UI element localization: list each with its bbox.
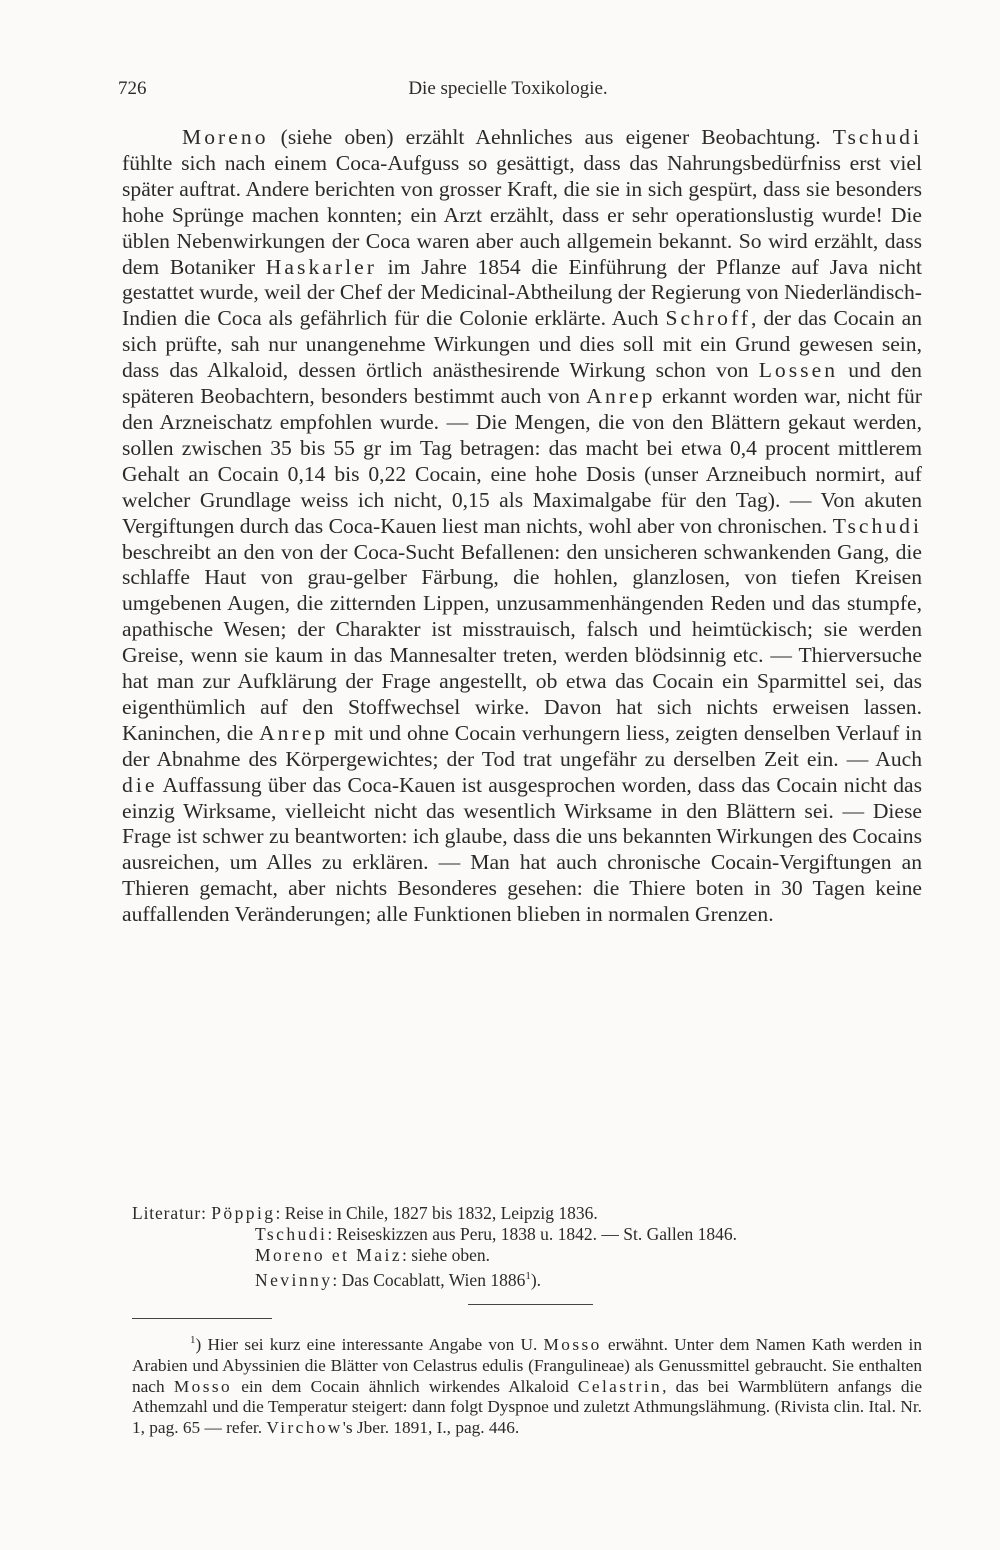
footnote-text: 's Jber. 1891, I., pag. 446. — [342, 1418, 520, 1438]
footnote-text: , das bei Warmblütern anfangs die Athemzahl und die Temperatur steigert: dann folgt Dyspnoe und zuletzt Athmungslähmung. (Rivista clin. Ital. Nr. 1, pag. 65 — refer. — [132, 1376, 923, 1438]
text-segment: Auffassung über das Coca-Kauen ist ausgesprochen worden, dass das Cocain nicht das einzig Wirksame, vielleicht nicht das wesentlich Wirksame in den Blättern sei. — Diese Frage ist schwer zu beantworten: ich glaube, dass die uns bekannten Wirkungen des Cocains ausreichen, um Alles zu erklären. — Man hat auch chronische Cocain-Vergiftungen an Thieren gemacht, aber nichts Besonderes gesehen: die Thiere boten in 30 Tagen keine auffallenden Veränderungen; alle Funktionen blieben in normalen Grenzen. — [122, 772, 922, 927]
footnote-reference: 1 — [525, 1270, 531, 1282]
body-text — [122, 125, 922, 928]
footnote-marker: 1 — [190, 1334, 196, 1346]
literature-text: : siehe oben. — [402, 1245, 491, 1265]
text-segment: , der das Cocain an sich prüfte, sah nur unangenehme Wirkungen und dies soll mit ein Grund gewesen sein, dass das Alkaloid, dessen örtlich anästhesirende Wirkung schon von — [122, 306, 922, 383]
literature-text: : Reise in Chile, 1827 bis 1832, Leipzig 1836. — [275, 1203, 598, 1223]
literature-author: Moreno et Maiz — [255, 1245, 403, 1265]
author-name-moreno: Moreno — [182, 125, 269, 149]
literature-text: : Reiseskizzen aus Peru, 1838 u. 1842. — St. Gallen 1846. — [327, 1224, 738, 1244]
literature-entry — [132, 1224, 932, 1245]
footnote-paragraph — [132, 1330, 922, 1439]
text-segment: im Jahre 1854 die Einführung der Pflanze auf Java nicht gestattet wurde, weil der Chef der Medicinal-Abtheilung der Regierung von Niederländisch-Indien die Coca als gefährlich für die Colonie erklärte. Auch — [122, 254, 922, 331]
alkaloid-name: Celastrin — [577, 1376, 663, 1396]
text-segment: und den späteren Beobachtern, besonders bestimmt auch von — [122, 358, 922, 409]
author-name-mosso: Mosso — [543, 1334, 602, 1354]
author-name-mosso: Mosso — [173, 1376, 233, 1396]
literature-label: Literatur: — [132, 1203, 207, 1223]
running-head: Die specielle Toxikologie. — [408, 78, 608, 99]
literature-list — [132, 1203, 932, 1291]
text-segment: (siehe oben) erzählt Aehnliches aus eigener Beobachtung. — [268, 125, 833, 149]
footnote-divider — [132, 1318, 272, 1319]
literature-text: : Das Cocablatt, Wien 1886 — [332, 1269, 526, 1290]
page-number: 726 — [118, 78, 147, 99]
author-name-tschudi: Tschudi — [832, 513, 922, 538]
author-name-anrep: Anrep — [586, 384, 656, 409]
author-name-lossen: Lossen — [758, 358, 839, 383]
footnote-text: erwähnt. Unter dem Namen Kath werden in Arabien und Abyssinien die Blätter von Celastrus edulis (Frangulineae) als Genussmittel gebraucht. Sie enthalten nach — [132, 1334, 922, 1396]
footnote-text: ein dem Cocain ähnlich wirkendes Alkaloid — [232, 1376, 578, 1396]
section-divider — [468, 1304, 593, 1305]
text-segment: fühlte sich nach einem Coca-Aufguss so gesättigt, dass das Nahrungsbedürfniss erst viel später auftrat. Andere berichten von grosser Kraft, die sie in sich gespürt, dass sie besonders hohe Sprünge machen konnten; ein Arzt erzählt, dass er sehr operationslustig wurde! Die üblen Nebenwirkungen der Coca waren aber auch allgemein bekannt. So wird erzählt, dass dem Botaniker — [122, 150, 922, 279]
author-name-schroff: Schroff — [665, 306, 752, 331]
literature-author: Tschudi — [255, 1224, 328, 1244]
author-name-haskarler: Haskarler — [265, 254, 377, 279]
literature-author: Pöppig — [211, 1203, 276, 1223]
literature-entry — [132, 1203, 932, 1224]
author-name-anrep: Anrep — [259, 720, 329, 745]
literature-author: Nevinny — [255, 1269, 333, 1290]
text-segment: beschreibt an den von der Coca-Sucht Befallenen: den unsicheren schwankenden Gang, die schlaffe Haut von grau-gelber Färbung, die hohlen, glanzlosen, von tiefen Kreisen umgebenen Augen, die zitternden Lippen, unzusammenhängenden Reden und das stumpfe, apathische Wesen; der Charakter ist misstrauisch, falsch und heimtückisch; sie werden Greise, wenn sie kaum in das Mannesalter treten, werden blödsinnig etc. — Thierversuche hat man zur Aufklärung der Frage angestellt, ob etwa das Cocain ein Sparmittel sei, das eigenthümlich auf den Stoffwechsel wirke. Davon hat sich nichts erweisen lassen. Kaninchen, die — [122, 539, 922, 745]
page-header — [118, 78, 918, 108]
footnote — [132, 1330, 922, 1439]
author-name-virchow: Virchow — [266, 1418, 343, 1438]
literature-entry — [132, 1266, 932, 1291]
author-name-tschudi: Tschudi — [832, 125, 922, 149]
body-paragraph — [122, 125, 922, 928]
emphasis-die: die — [122, 772, 158, 797]
text-segment: mit und ohne Cocain verhungern liess, zeigten denselben Verlauf in der Abnahme des Körpergewichtes; der Tod trat ungefähr zu derselben Zeit ein. — Auch — [122, 720, 922, 771]
literature-text: ). — [530, 1269, 542, 1290]
literature-entry — [132, 1245, 932, 1266]
text-segment: erkannt worden war, nicht für den Arzneischatz empfohlen wurde. — Die Mengen, die von den Blättern gekaut werden, sollen zwischen 35 bis 55 gr im Tag betragen: das macht bei etwa 0,4 procent mittlerem Gehalt an Cocain 0,14 bis 0,22 Cocain, eine hohe Dosis (unser Arzneibuch normirt, auf welcher Grundlage weiss ich nicht, 0,15 als Maximalgabe für den Tag). — Von akuten Vergiftungen durch das Coca-Kauen liest man nichts, wohl aber von chronischen. — [122, 384, 922, 538]
footnote-text: ) Hier sei kurz eine interessante Angabe von U. — [195, 1334, 544, 1354]
